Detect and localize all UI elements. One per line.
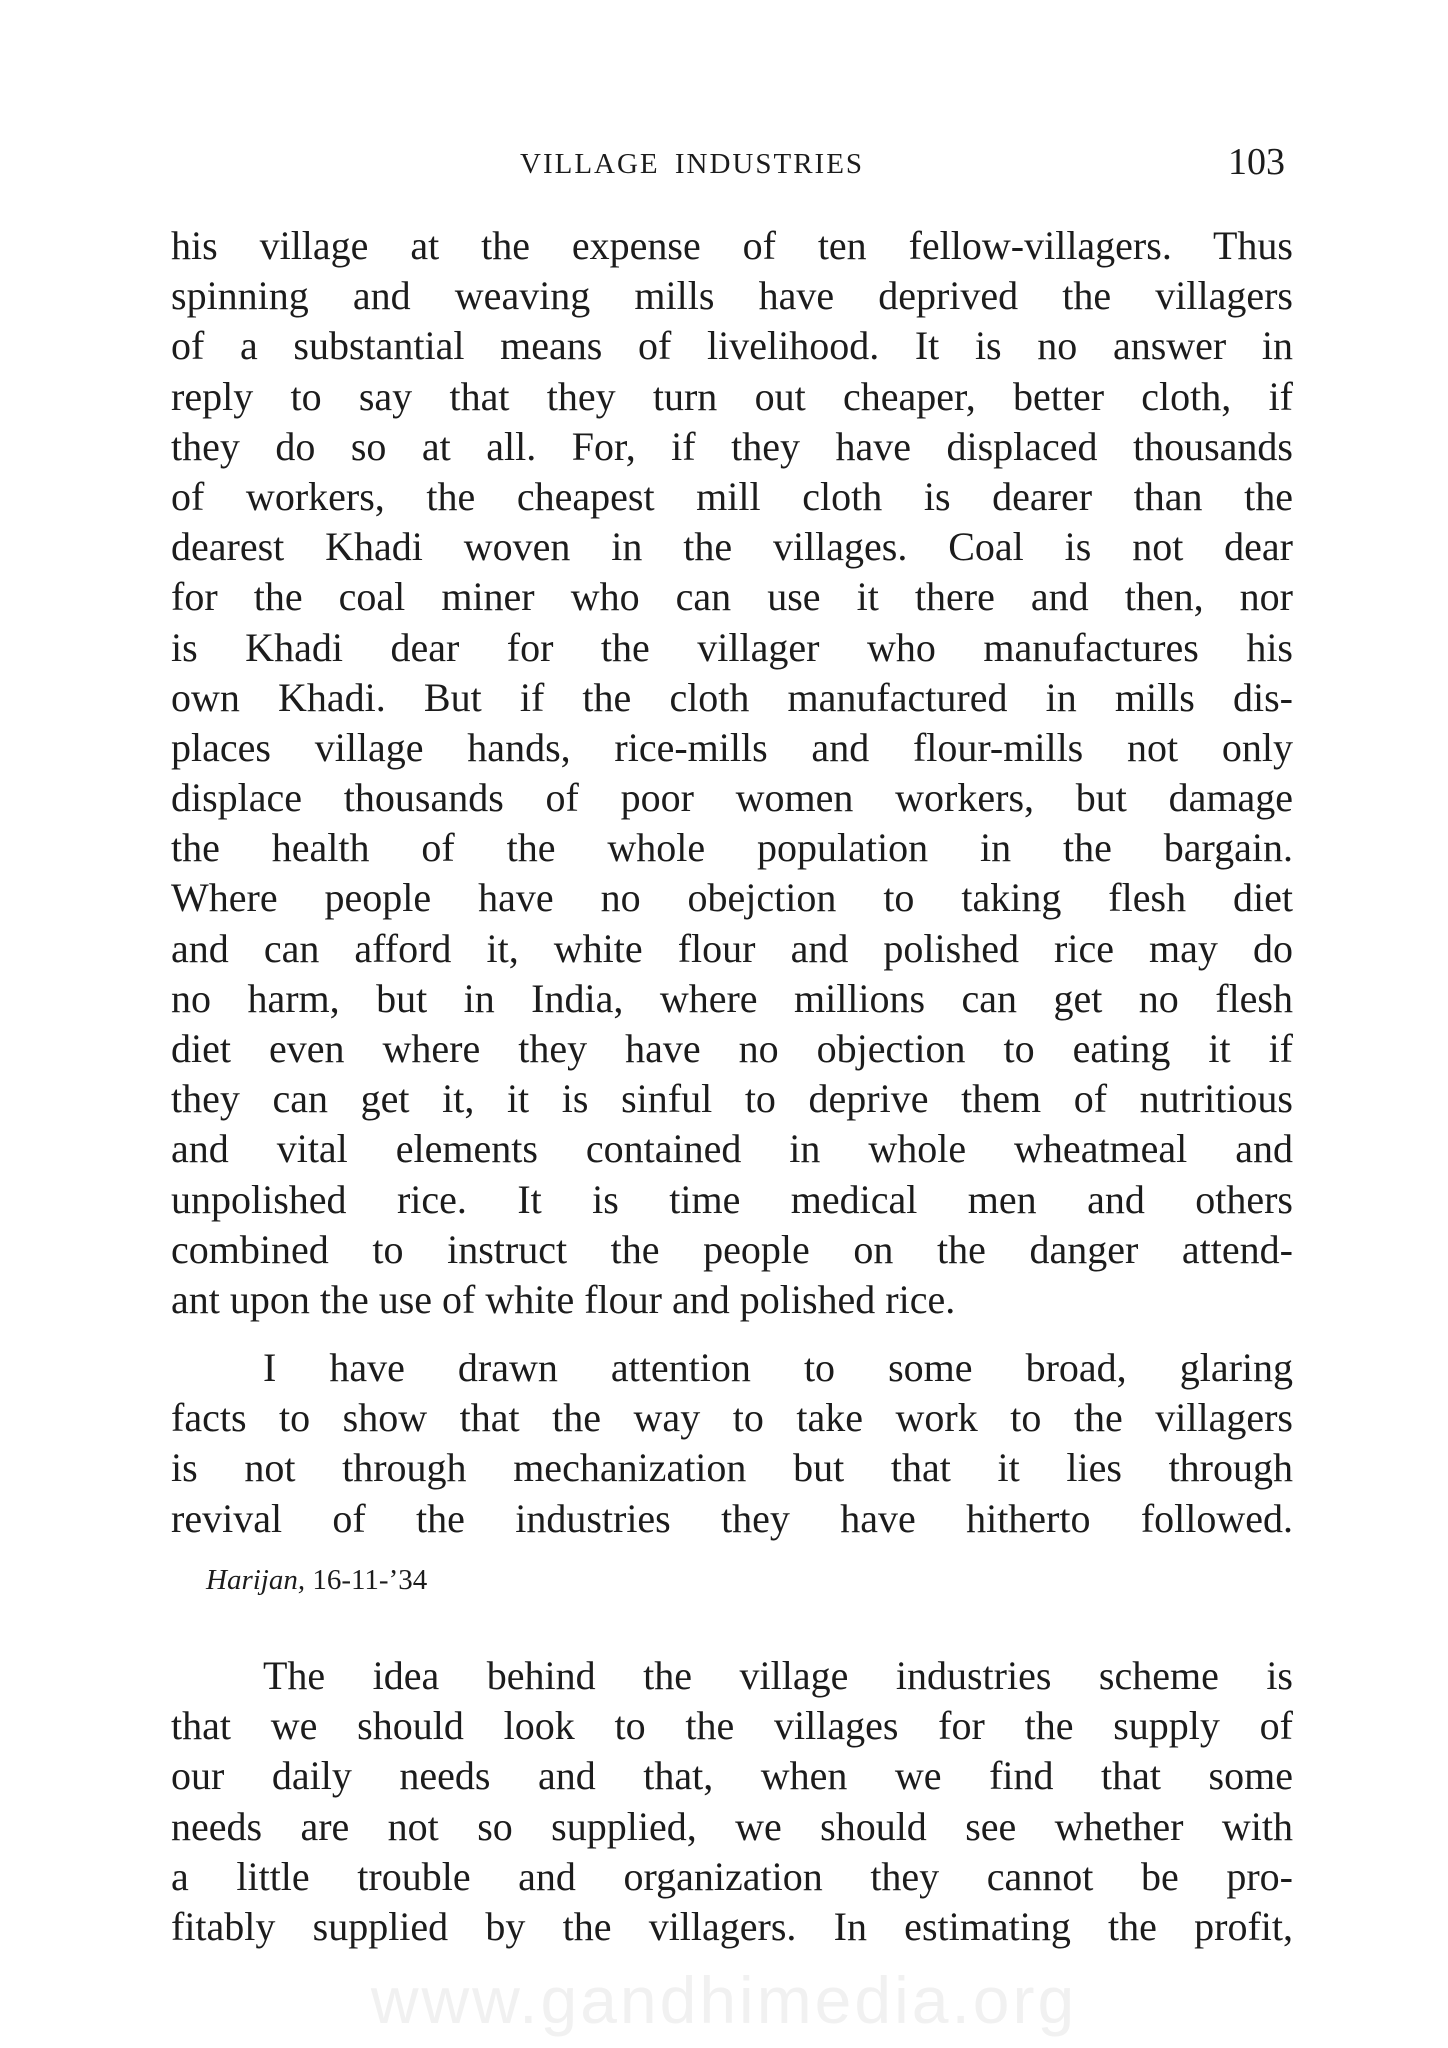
text-line: of a substantial means of livelihood. It is no answer in — [171, 323, 1293, 369]
paragraph-2 — [171, 1343, 1293, 1544]
text-line: and vital elements contained in whole wheatmeal and — [171, 1126, 1293, 1172]
text-line: the health of the whole population in the bargain. — [171, 825, 1293, 871]
page-number: 103 — [1228, 141, 1285, 183]
watermark: www.gandhimedia.org — [370, 1963, 1078, 2037]
text-line: own Khadi. But if the cloth manufactured in mills dis- — [171, 674, 1293, 720]
text-line: combined to instruct the people on the danger attend- — [171, 1226, 1293, 1272]
text-line: facts to show that the way to take work to the villagers — [171, 1395, 1293, 1441]
citation — [206, 1562, 427, 1598]
text-line: The idea behind the village industries scheme is — [263, 1653, 1293, 1698]
text-line: displace thousands of poor women workers, but damage — [171, 775, 1293, 821]
text-line: unpolished rice. It is time medical men and others — [171, 1176, 1293, 1222]
text-line: and can afford it, white flour and polished rice may do — [171, 925, 1293, 971]
running-head: VILLAGE INDUSTRIES — [520, 148, 865, 180]
text-line: no harm, but in India, where millions can get no flesh — [171, 975, 1293, 1021]
text-line: is not through mechanization but that it lies through — [171, 1445, 1293, 1491]
text-line: fitably supplied by the villagers. In estimating the profit, — [171, 1903, 1293, 1949]
text-line: reply to say that they turn out cheaper, better cloth, if — [171, 373, 1293, 419]
citation-date: 16-11-’34 — [312, 1564, 428, 1596]
paragraph-3 — [171, 1651, 1293, 1952]
text-line: revival of the industries they have hitherto followed. — [171, 1495, 1293, 1541]
text-line: diet even where they have no objection to eating it if — [171, 1026, 1293, 1071]
text-line: spinning and weaving mills have deprived the villagers — [171, 273, 1293, 319]
text-line: dearest Khadi woven in the villages. Coal is not dear — [171, 524, 1293, 570]
text-line: places village hands, rice-mills and flour-mills not only — [171, 724, 1293, 770]
text-line: I have drawn attention to some broad, glaring — [263, 1345, 1293, 1390]
text-line: ant upon the use of white flour and polished rice. — [171, 1276, 956, 1322]
text-line: for the coal miner who can use it there and then, nor — [171, 574, 1293, 620]
text-line: our daily needs and that, when we find that some — [171, 1753, 1293, 1799]
citation-source: Harijan, — [206, 1564, 306, 1596]
text-line: his village at the expense of ten fellow-villagers. Thus — [171, 223, 1293, 268]
paragraph-1 — [171, 221, 1293, 1325]
text-line: a little trouble and organization they cannot be pro- — [171, 1853, 1293, 1899]
text-line: they can get it, it is sinful to deprive them of nutritious — [171, 1076, 1293, 1122]
text-line: needs are not so supplied, we should see whether with — [171, 1803, 1293, 1849]
text-line: they do so at all. For, if they have displaced thousands — [171, 423, 1293, 469]
text-line: is Khadi dear for the villager who manufactures his — [171, 624, 1293, 670]
text-line: of workers, the cheapest mill cloth is dearer than the — [171, 473, 1293, 519]
text-line: that we should look to the villages for the supply of — [171, 1703, 1293, 1749]
text-line: Where people have no obejction to taking flesh diet — [171, 875, 1293, 921]
